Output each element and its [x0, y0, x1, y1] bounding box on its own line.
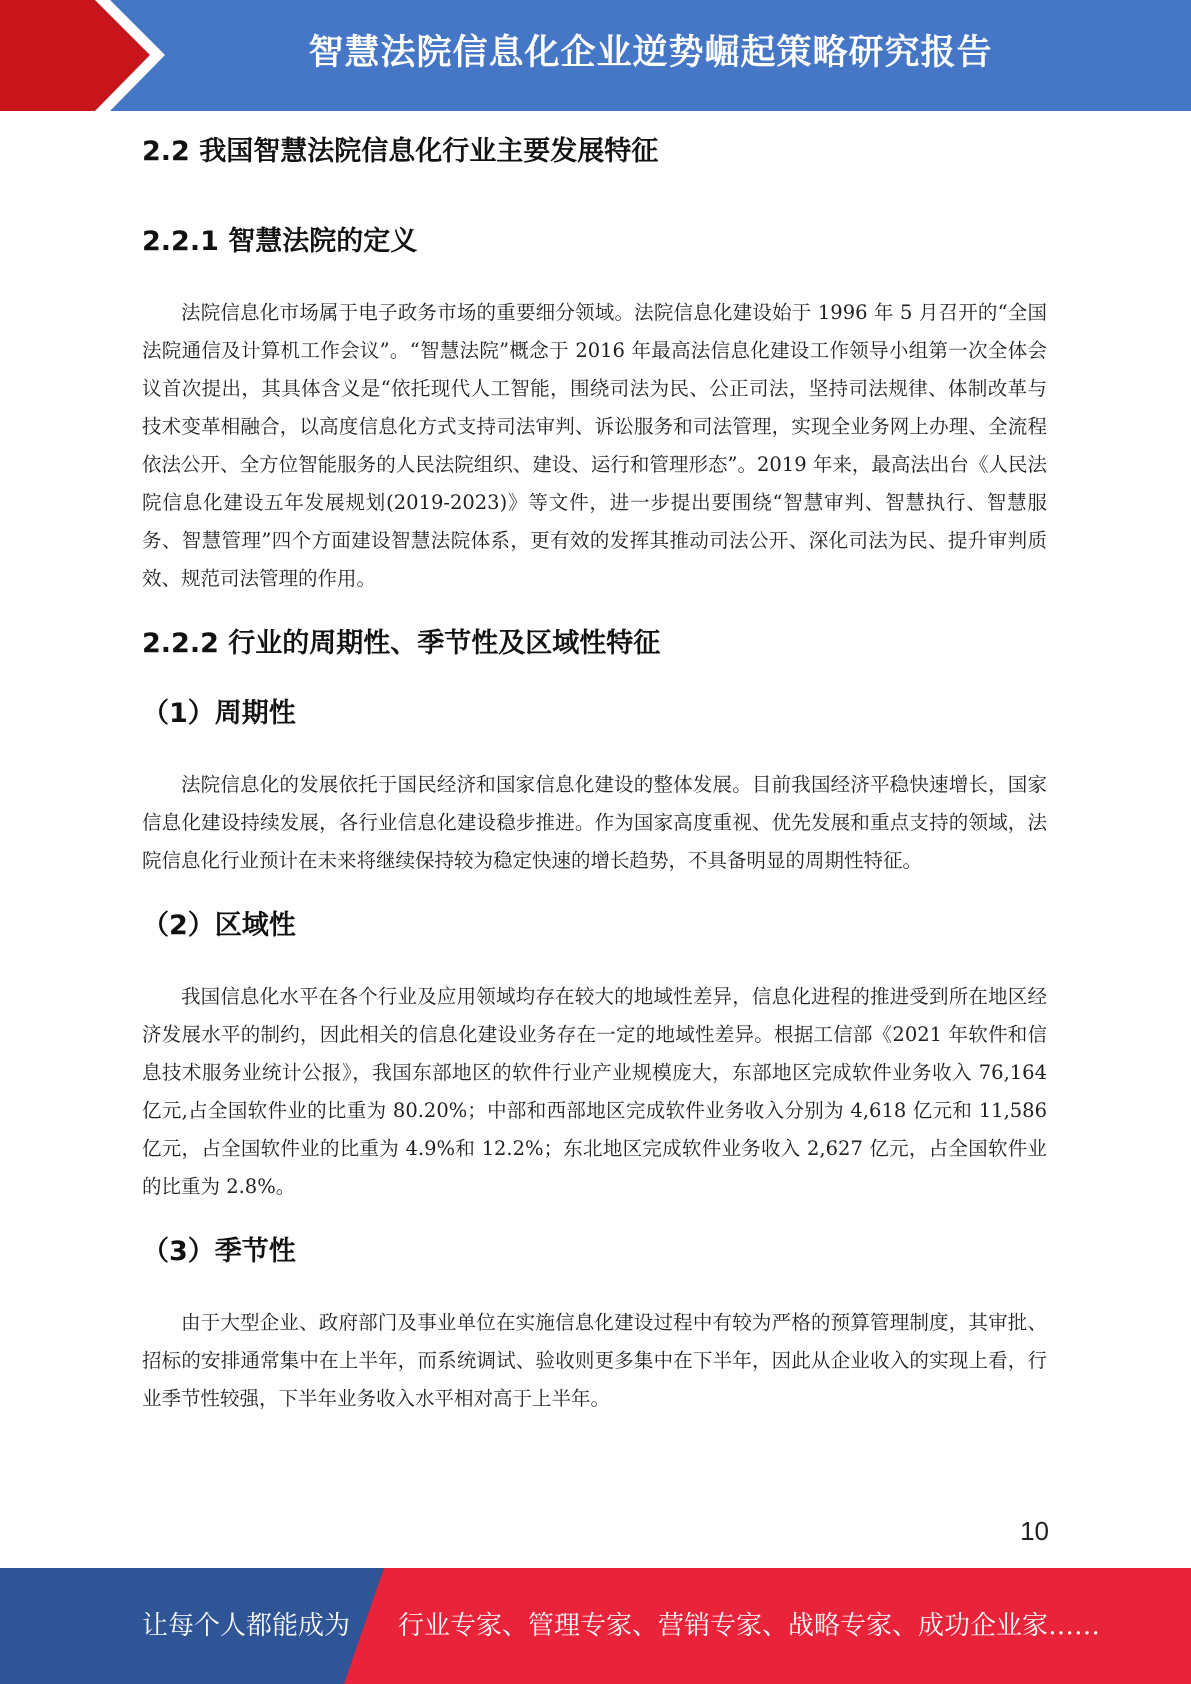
footer-banner: [0, 1568, 1191, 1684]
section-heading-2-2-1: 2.2.1 智慧法院的定义: [142, 226, 418, 257]
section-heading-2-2-2: 2.2.2 行业的周期性、季节性及区域性特征: [142, 628, 661, 659]
section-heading-2-2: 2.2 我国智慧法院信息化行业主要发展特征: [142, 136, 659, 167]
regionality-paragraph: 我国信息化水平在各个行业及应用领域均存在较大的地域性差异，信息化进程的推进受到所在地区经济发展水平的制约，因此相关的信息化建设业务存在一定的地域性差异。根据工信部《2021 年软件和信息技术服务业统计公报》，我国东部地区的软件行业产业规模庞大，东部地区完成软件业务收入 76,164 亿元,占全国软件业的比重为 80.20%；中部和西部地区完成软件业务收入分别为 4,618 亿元和 11,586 亿元，占全国软件业的比重为 4.9%和 12.2%；东北地区完成软件业务收入 2,627 亿元，占全国软件业的比重为 2.8%。: [142, 985, 1047, 1198]
page-content: [142, 128, 1047, 1418]
subheading-periodicity: （1）周期性: [142, 698, 296, 729]
subheading-seasonality: （3）季节性: [142, 1236, 296, 1267]
page-number: 10: [1020, 1516, 1049, 1546]
seasonality-paragraph: 由于大型企业、政府部门及事业单位在实施信息化建设过程中有较为严格的预算管理制度，其审批、招标的安排通常集中在上半年，而系统调试、验收则更多集中在下半年，因此从企业收入的实现上看，行业季节性较强，下半年业务收入水平相对高于上半年。: [142, 1311, 1047, 1410]
definition-paragraph: 法院信息化市场属于电子政务市场的重要细分领域。法院信息化建设始于 1996 年 5 月召开的“全国法院通信及计算机工作会议”。“智慧法院”概念于 2016 年最高法信息化建设工作领导小组第一次全体会议首次提出，其具体含义是“依托现代人工智能，围绕司法为民、公正司法，坚持司法规律、体制改革与技术变革相融合，以高度信息化方式支持司法审判、诉讼服务和司法管理，实现全业务网上办理、全流程依法公开、全方位智能服务的人民法院组织、建设、运行和管理形态”。2019 年来，最高法出台《人民法院信息化建设五年发展规划(2019-2023)》等文件，进一步提出要围绕“智慧审判、智慧执行、智慧服务、智慧管理”四个方面建设智慧法院体系，更有效的发挥其推动司法公开、深化司法为民、提升审判质效、规范司法管理的作用。: [142, 301, 1047, 590]
subheading-regionality: （2）区域性: [142, 910, 296, 941]
report-title: 智慧法院信息化企业逆势崛起策略研究报告: [308, 33, 993, 73]
footer-slogan-left: 让每个人都能成为: [142, 1611, 351, 1641]
header-banner: [0, 0, 1191, 111]
periodicity-paragraph: 法院信息化的发展依托于国民经济和国家信息化建设的整体发展。目前我国经济平稳快速增长，国家信息化建设持续发展，各行业信息化建设稳步推进。作为国家高度重视、优先发展和重点支持的领域，法院信息化行业预计在未来将继续保持较为稳定快速的增长趋势，不具备明显的周期性特征。: [142, 773, 1047, 872]
footer-slogan-right: 行业专家、管理专家、营销专家、战略专家、成功企业家……: [398, 1611, 1101, 1641]
